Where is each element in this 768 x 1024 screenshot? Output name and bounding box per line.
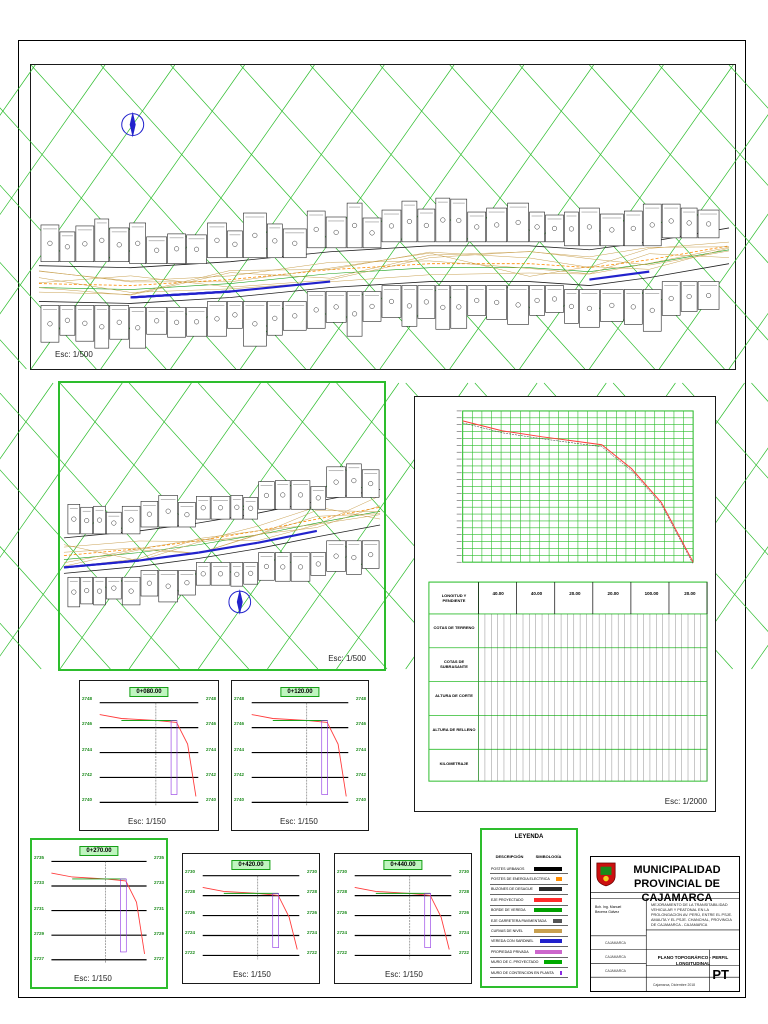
lot-block (207, 301, 226, 336)
section-level-label: 2746 (205, 721, 216, 727)
sidewalk-segment (230, 282, 330, 292)
lot-block (624, 211, 642, 246)
lot-block (187, 307, 207, 336)
cross-section-drawing (232, 681, 368, 830)
lot-block (451, 199, 467, 242)
lot-block (624, 290, 642, 325)
lot-block (41, 305, 59, 342)
place-3: CAJAMARCA (605, 969, 626, 973)
section-level-label: 2722 (185, 950, 196, 955)
section-level-label: 2744 (82, 746, 93, 752)
section-level-label: 2730 (337, 869, 348, 874)
retaining-wall (273, 893, 279, 947)
legend-symbol (556, 877, 562, 881)
legend-panel (480, 828, 578, 988)
section-level-label: 2722 (458, 950, 469, 955)
legend-col-description: DESCRIPCIÓN (495, 854, 524, 859)
segment-length: 20.00 (607, 591, 619, 596)
place-2: CAJAMARCA (605, 955, 626, 959)
lot-block (196, 496, 210, 519)
segment-length: 100.00 (644, 591, 659, 596)
lot-block (508, 286, 529, 325)
terrain-profile (51, 873, 144, 954)
lot-block (179, 502, 196, 527)
terrain-profile (100, 715, 196, 797)
legend-symbol (560, 971, 562, 975)
legend-item-label: CURVAS DE NIVEL (491, 929, 524, 934)
section-level-label: 2728 (458, 889, 469, 895)
section-level-label: 2733 (34, 880, 45, 886)
lot-block (363, 218, 381, 248)
section-level-label: 2726 (337, 909, 348, 915)
lot-block (436, 198, 450, 242)
lot-block (327, 467, 346, 498)
lot-block (95, 305, 109, 348)
lot-block (76, 226, 94, 262)
legend-item (490, 926, 568, 936)
lot-block (106, 577, 121, 599)
cross-section-1 (79, 680, 219, 831)
cross-section-drawing (335, 854, 471, 983)
legend-item-label: POSTES DE ENERGIA ELECTRICA (491, 877, 550, 882)
lot-block (347, 203, 362, 248)
lot-block (530, 212, 545, 242)
section-level-label: 2724 (185, 929, 196, 935)
legend-item-label: BORDE DE VEREDA (491, 908, 526, 913)
legend-symbol (534, 898, 562, 902)
lot-block (662, 282, 680, 316)
segment-length: 40.00 (492, 591, 504, 596)
lot-block (643, 204, 661, 246)
profile-row-label: COTAS DE TERRENO (433, 625, 475, 630)
legend-item (490, 874, 568, 884)
terrain-profile (252, 715, 347, 797)
section-level-label: 2746 (82, 721, 93, 727)
lot-block (382, 286, 401, 318)
lot-block (122, 506, 140, 534)
lot-block (283, 301, 306, 330)
section-level-label: 2727 (34, 956, 45, 961)
legend-rows (490, 864, 568, 978)
lot-block (291, 553, 310, 582)
lot-block (244, 497, 258, 519)
section-level-label: 2730 (458, 869, 469, 874)
legend-item-label: MURO DE CONTENCION EN PLANTA (491, 970, 554, 975)
lot-block (76, 305, 94, 341)
section-level-label: 2740 (355, 797, 366, 802)
lot-block (94, 577, 106, 605)
cross-section-2 (231, 680, 369, 831)
lot-block (60, 305, 75, 335)
lot-block (327, 541, 346, 572)
main-plan-view (30, 64, 736, 370)
segment-length: 20.00 (684, 591, 696, 596)
lot-block (326, 292, 346, 323)
section-level-label: 2748 (234, 696, 245, 701)
section-level-label: 2724 (306, 929, 317, 935)
section-level-label: 2726 (185, 909, 196, 915)
project-title: MEJORAMIENTO DE LA TRANSITABILIDAD VEHICULAR Y PEATONAL EN LA PROLONGACION AV. PERÚ, ENTRE EL PSJE. AMAUTA Y EL PSJE. CHANCHAL, PROVINCIA DE CAJAMARCA - CAJAMARCA (651, 903, 733, 927)
lot-block (244, 562, 258, 584)
legend-item (490, 937, 568, 947)
retaining-wall (171, 720, 177, 794)
section-level-label: 2744 (205, 746, 216, 752)
lot-block (662, 204, 680, 238)
lot-block (382, 210, 401, 242)
lot-block (95, 219, 109, 262)
lot-block (468, 212, 486, 242)
section-level-label: 2744 (234, 746, 245, 752)
lot-block (110, 228, 129, 262)
legend-item (490, 968, 568, 978)
profile-row-label: COTAS DE SUBRASANTE (440, 659, 468, 669)
lot-block (110, 305, 129, 339)
cross-section-4 (182, 853, 320, 984)
lot-block (130, 307, 146, 348)
section-level-label: 2722 (306, 950, 317, 955)
lot-block (363, 292, 381, 322)
lot-block (196, 562, 210, 585)
lot-block (130, 223, 146, 264)
terrain-profile (203, 887, 298, 949)
lot-block (579, 208, 599, 246)
lot-block (243, 213, 266, 258)
section-level-label: 2728 (337, 889, 348, 895)
legend-item-label: BUZONES DE DESAGUE (491, 887, 533, 892)
section-level-label: 2731 (34, 905, 45, 911)
lot-block (94, 506, 106, 534)
section-level-label: 2729 (34, 930, 45, 936)
lot-block (41, 225, 59, 262)
cross-section-drawing (80, 681, 218, 830)
legend-symbol (544, 960, 562, 964)
lot-block (168, 234, 186, 264)
lot-block (159, 570, 178, 602)
section-level-label: 2727 (153, 956, 164, 961)
lot-block (508, 203, 529, 242)
lot-block (362, 541, 379, 569)
lot-block (418, 286, 435, 319)
section-level-label: 2735 (153, 855, 164, 860)
retaining-wall (425, 893, 431, 947)
legend-symbol (540, 939, 562, 943)
grid-line (751, 383, 768, 669)
lot-block (564, 290, 578, 324)
section-level-label: 2726 (306, 909, 317, 915)
lot-block (68, 577, 80, 607)
lot-block (231, 562, 243, 586)
lot-block (106, 512, 121, 534)
legend-symbol (534, 908, 562, 912)
section-scale: Esc: 1/150 (280, 817, 318, 826)
terrain-profile (355, 887, 450, 949)
lot-block (681, 282, 697, 312)
north-arrow-needle (237, 589, 243, 615)
lot-block (211, 496, 230, 519)
detail-plan-view (58, 381, 386, 671)
section-level-label: 2730 (185, 869, 196, 874)
section-scale: Esc: 1/150 (233, 970, 271, 979)
lot-block (436, 286, 450, 330)
lot-block (275, 553, 290, 582)
lot-block (600, 290, 623, 322)
lot-block (168, 307, 186, 337)
main-plan-scale: Esc: 1/500 (55, 350, 93, 359)
lot-block (311, 487, 326, 510)
section-scale: Esc: 1/150 (385, 970, 423, 979)
section-level-label: 2728 (185, 889, 196, 895)
lot-block (487, 208, 507, 242)
lot-block (60, 232, 75, 262)
lot-block (231, 495, 243, 519)
lot-block (207, 223, 226, 258)
grid-line (198, 383, 399, 669)
cross-section-drawing (32, 840, 166, 987)
section-level-label: 2724 (337, 929, 348, 935)
legend-item (490, 958, 568, 968)
lot-block (68, 504, 80, 534)
lot-block (159, 495, 178, 527)
section-level-label: 2742 (82, 771, 93, 777)
section-level-label: 2735 (34, 855, 45, 860)
lot-block (346, 464, 361, 498)
lot-block (681, 208, 697, 238)
section-level-label: 2729 (153, 930, 164, 936)
lot-block (311, 553, 326, 576)
section-title: 0+420.00 (231, 860, 270, 870)
section-title: 0+270.00 (79, 846, 118, 856)
section-level-label: 2742 (355, 771, 366, 777)
profile-drawing (415, 397, 715, 811)
sidewalk-segment (131, 292, 231, 298)
municipal-seal-icon (595, 861, 617, 887)
section-level-label: 2746 (355, 721, 366, 727)
lot-block (122, 577, 140, 605)
section-title: 0+080.00 (129, 687, 168, 697)
grid-line (729, 65, 768, 369)
lot-block (347, 292, 362, 337)
lot-block (267, 224, 282, 258)
section-level-label: 2748 (82, 696, 93, 701)
longitudinal-profile (414, 396, 716, 812)
section-level-label: 2726 (458, 909, 469, 915)
legend-item (490, 864, 568, 874)
lot-block (179, 570, 196, 595)
section-level-label: 2746 (234, 721, 245, 727)
profile-row-label: KILOMETRAJE (439, 761, 469, 766)
lot-block (451, 286, 467, 329)
legend-item-label: POSTES URBANOS (491, 866, 525, 871)
section-scale: Esc: 1/150 (128, 817, 166, 826)
section-level-label: 2731 (153, 905, 164, 911)
detail-plan-scale: Esc: 1/500 (328, 654, 366, 663)
grid-line (729, 65, 768, 369)
detail-plan-drawing (60, 383, 384, 669)
segment-length: 20.00 (569, 591, 581, 596)
profile-row-label: LONGITUD Y PENDIENTE (441, 593, 467, 603)
lot-block (487, 286, 507, 320)
sheet-code: PT (712, 967, 729, 982)
legend-col-symbol: SIMBOLOGÍA (535, 854, 562, 859)
author-name: Bch. Ing. Manuel Becerra Gálvez (595, 905, 622, 914)
legend-item-label: EJE PROYECTADO (491, 897, 524, 902)
section-level-label: 2748 (355, 696, 366, 701)
lot-block (275, 481, 290, 510)
lot-block (579, 290, 599, 328)
section-title: 0+440.00 (383, 860, 422, 870)
section-level-label: 2733 (153, 880, 164, 886)
lot-block (243, 301, 266, 346)
legend-symbol (553, 919, 562, 923)
date-label: Cajamarca, Diciembre 2018 (653, 983, 696, 987)
lot-block (283, 229, 306, 258)
legend-symbol (534, 929, 562, 933)
main-plan-drawing (31, 65, 735, 369)
section-level-label: 2730 (306, 869, 317, 874)
legend-item (490, 916, 568, 926)
legend-item-label: MURO DE C. PROYECTADO (491, 960, 539, 965)
section-level-label: 2740 (205, 797, 216, 802)
legend-symbol (539, 887, 562, 891)
lot-block (418, 209, 435, 242)
section-level-label: 2748 (205, 696, 216, 701)
lot-block (402, 201, 417, 242)
lot-block (402, 286, 417, 327)
lot-block (468, 286, 486, 316)
lot-block (187, 235, 207, 264)
legend-symbol (535, 950, 562, 954)
lot-block (564, 212, 578, 246)
section-level-label: 2728 (306, 889, 317, 895)
plan-name: PLANO TOPOGRÁFICO - PERFIL LONGITUDINAL (657, 955, 729, 966)
section-level-label: 2722 (337, 950, 348, 955)
section-scale: Esc: 1/150 (74, 974, 112, 983)
lot-block (307, 292, 325, 329)
retaining-wall (120, 879, 126, 952)
section-level-label: 2740 (82, 797, 93, 802)
cross-section-3 (30, 838, 168, 989)
cross-section-5 (334, 853, 472, 984)
north-arrow-needle (130, 112, 136, 138)
segment-length: 40.00 (530, 591, 543, 596)
section-level-label: 2724 (458, 929, 469, 935)
lot-block (643, 290, 661, 332)
lot-block (326, 217, 346, 248)
section-level-label: 2744 (355, 746, 366, 752)
cross-section-drawing (183, 854, 319, 983)
legend-item (490, 947, 568, 957)
section-level-label: 2740 (234, 797, 245, 802)
legend-header (490, 852, 568, 861)
place-1: CAJAMARCA (605, 941, 626, 945)
legend-item (490, 895, 568, 905)
lot-block (267, 301, 282, 335)
lot-block (346, 541, 361, 575)
section-level-label: 2742 (205, 771, 216, 777)
profile-row-label: ALTURA DE RELLENO (432, 727, 476, 732)
legend-item (490, 885, 568, 895)
section-title: 0+120.00 (280, 687, 319, 697)
legend-symbol (534, 867, 562, 871)
title-block (590, 856, 740, 992)
lot-block (600, 214, 623, 246)
legend-title: LEYENDA (514, 834, 544, 840)
legend-item (490, 906, 568, 916)
lot-block (530, 286, 545, 316)
institution-name: MUNICIPALIDAD PROVINCIAL DE CAJAMARCA (633, 864, 721, 904)
lot-block (307, 211, 325, 248)
section-level-label: 2742 (234, 771, 245, 777)
legend-item-label: VEREDA CON SARDINEL (491, 939, 534, 944)
lot-block (211, 562, 230, 585)
legend-item-label: EJE CARRETERA PAVIMENTADA (491, 918, 547, 923)
retaining-wall (322, 720, 328, 794)
lot-block (291, 481, 310, 510)
profile-scale: Esc: 1/2000 (664, 797, 707, 806)
profile-row-label: ALTURA DE CORTE (435, 693, 473, 698)
legend-item-label: PROPIEDAD PRIVADA (491, 949, 529, 954)
grid-line (751, 383, 768, 669)
